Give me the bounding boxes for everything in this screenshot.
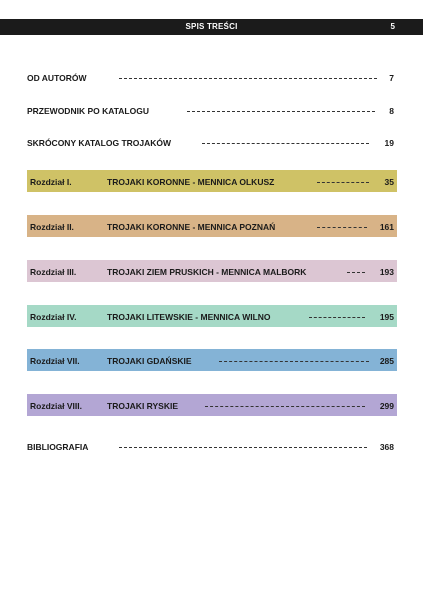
page-header [0,19,423,35]
dot-leader [205,406,365,407]
chapter-title: TROJAKI KORONNE - MENNICA OLKUSZ [107,177,275,187]
chapter-label: Rozdział VIII. [30,401,82,411]
chapter-label: Rozdział VII. [30,356,80,366]
chapter-title: TROJAKI GDAŃSKIE [107,356,192,366]
chapter-page: 195 [379,312,394,322]
toc-entry-bibliografia[interactable] [27,436,397,456]
chapter-page: 35 [384,177,394,187]
toc-entry-page: 19 [384,138,394,148]
header-page-number: 5 [390,22,395,31]
chapter-label: Rozdział II. [30,222,74,232]
dot-leader [119,447,367,448]
chapter-label: Rozdział I. [30,177,72,187]
dot-leader [347,272,365,273]
dot-leader [219,361,369,362]
chapter-page: 285 [379,356,394,366]
toc-entry-skrocony-katalog[interactable] [27,132,397,152]
dot-leader [202,143,369,144]
toc-entry-od-autorow[interactable] [27,67,397,87]
toc-entry-page: 8 [389,106,394,116]
toc-chapter-1[interactable] [27,170,397,192]
chapter-page: 299 [379,401,394,411]
toc-chapter-2[interactable] [27,215,397,237]
dot-leader [309,317,365,318]
toc-entry-label: PRZEWODNIK PO KATALOGU [27,106,149,116]
dot-leader [317,182,369,183]
toc-entry-label: BIBLIOGRAFIA [27,442,89,452]
chapter-label: Rozdział IV. [30,312,77,322]
toc-entry-przewodnik[interactable] [27,100,397,120]
toc-entry-page: 7 [389,73,394,83]
toc-entry-label: OD AUTORÓW [27,73,87,83]
toc-chapter-8[interactable] [27,394,397,416]
dot-leader [317,227,367,228]
dot-leader [187,111,375,112]
toc-chapter-7[interactable] [27,349,397,371]
toc-entry-label: SKRÓCONY KATALOG TROJAKÓW [27,138,172,148]
chapter-title: TROJAKI RYSKIE [107,401,179,411]
chapter-page: 161 [379,222,394,232]
toc-chapter-4[interactable] [27,305,397,327]
chapter-title: TROJAKI KORONNE - MENNICA POZNAŃ [107,222,276,232]
chapter-page: 193 [379,267,394,277]
chapter-title: TROJAKI ZIEM PRUSKICH - MENNICA MALBORK [107,267,307,277]
toc-chapter-3[interactable] [27,260,397,282]
chapter-title: TROJAKI LITEWSKIE - MENNICA WILNO [107,312,271,322]
dot-leader [119,78,377,79]
chapter-label: Rozdział III. [30,267,77,277]
toc-entry-page: 368 [379,442,394,452]
header-title: SPIS TREŚCI [185,22,238,31]
